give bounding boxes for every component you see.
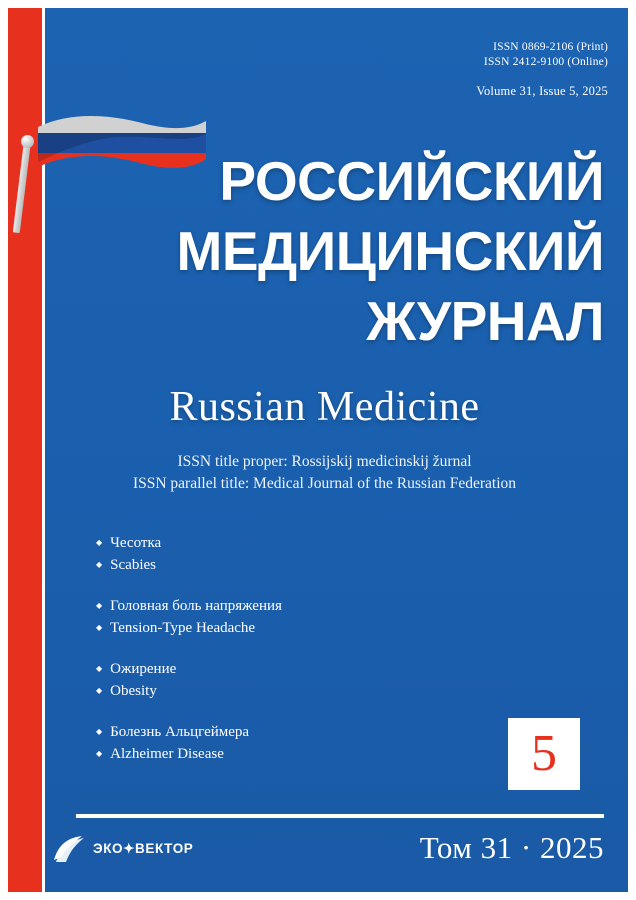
issn-online: ISSN 2412-9100 (Online) (483, 56, 608, 68)
title-ru-line2: МЕДИЦИНСКИЙ (176, 220, 604, 282)
topic-label-ru: ◆ Чесотка (96, 533, 282, 555)
topic-label-en: ◆ Obesity (96, 681, 282, 703)
issn-title-block (45, 451, 604, 495)
topic-label-ru: ◆ Болезнь Альцгеймера (96, 722, 282, 744)
publisher-name: ЭКО✦ВЕКТОР (93, 841, 194, 856)
list-item (96, 659, 282, 703)
topic-label-ru: ◆ Головная боль напряжения (96, 596, 282, 618)
list-item (96, 533, 282, 577)
page-title-russian (45, 146, 604, 356)
title-ru-line1: РОССИЙСКИЙ (219, 150, 604, 212)
topic-label-ru: ◆ Ожирение (96, 659, 282, 681)
issue-number: 5 (531, 725, 557, 782)
issn-block (476, 40, 608, 99)
title-ru-line3: ЖУРНАЛ (366, 290, 604, 352)
footer-divider (76, 814, 604, 818)
volume-issue-line: Volume 31, Issue 5, 2025 (476, 84, 608, 98)
publisher-logo (52, 834, 193, 864)
page-title-english: Russian Medicine (169, 384, 480, 430)
topics-list (96, 533, 282, 785)
volume-year: Том 31 · 2025 (419, 830, 604, 865)
issue-number-badge (508, 718, 580, 790)
issn-print: ISSN 0869-2106 (Print) (493, 41, 608, 53)
topic-label-en: ◆ Scabies (96, 555, 282, 577)
topic-label-en: ◆ Tension-Type Headache (96, 618, 282, 640)
list-item (96, 722, 282, 766)
list-item (96, 596, 282, 640)
eco-vector-logo-icon (52, 834, 86, 864)
topic-label-en: ◆ Alzheimer Disease (96, 744, 282, 766)
cover-inner-panel (8, 8, 628, 892)
issn-title-parallel: ISSN parallel title: Medical Journal of the Russian Federation (132, 475, 517, 492)
issn-title-proper: ISSN title proper: Rossijskij medicinskij žurnal (177, 453, 472, 470)
